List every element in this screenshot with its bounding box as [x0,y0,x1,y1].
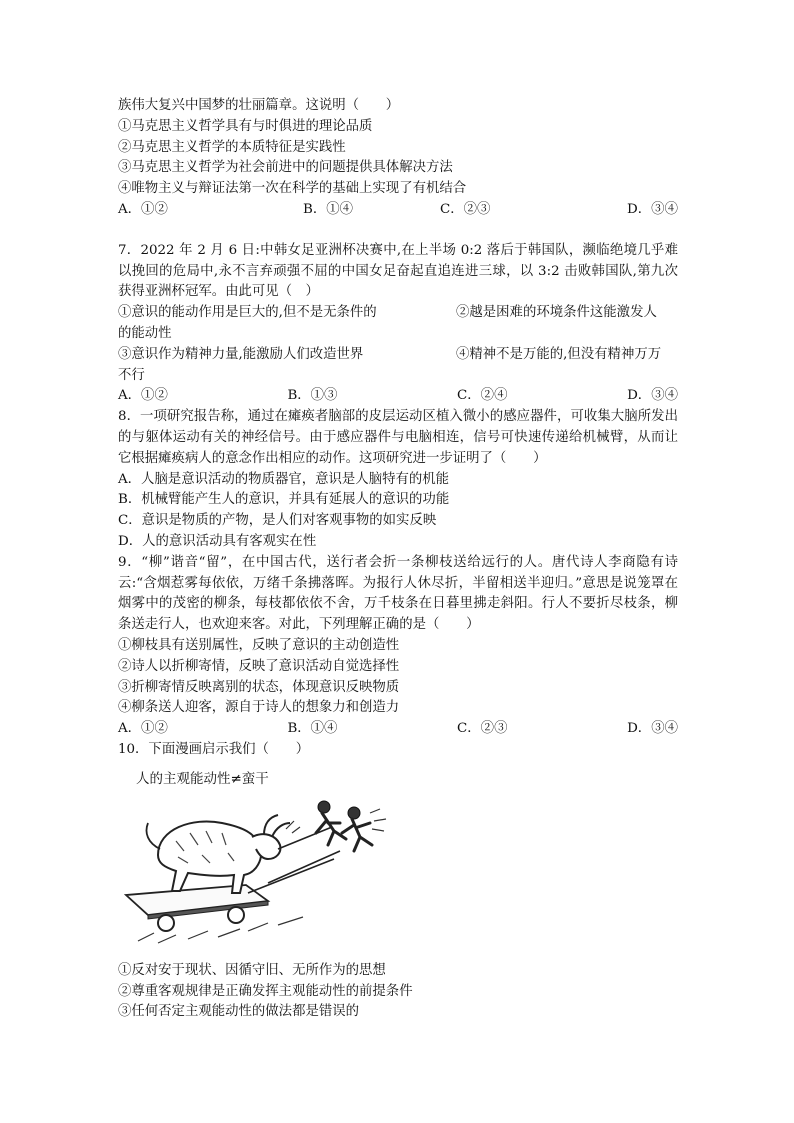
q7-options [118,386,678,407]
motion-lines [370,809,386,831]
q6-item: ④唯物主义与辩证法第一次在科学的基础上实现了有机结合 [118,181,467,197]
ox-tail [147,823,161,849]
q7-option-d: D．③④ [627,388,678,404]
q10-item: ②尊重客观规律是正确发挥主观能动性的前提条件 [118,983,413,999]
q7-item-4-cont: 不行 [118,367,145,383]
q7-row-1 [118,303,678,324]
man-body [342,819,372,851]
q7-option-b: B．①③ [287,388,338,404]
man-head [348,807,360,819]
q9-option-b: B．①④ [287,721,338,737]
q9-options [118,719,678,740]
q7-item-1: ①意识的能动作用是巨大的,但不是无条件的 [118,305,377,321]
q10-item: ③任何否定主观能动性的做法都是错误的 [118,1004,360,1020]
q6-stem-end: 族伟大复兴中国梦的壮丽篇章。这说明（ ） [118,98,400,113]
q7-item-3: ③意识作为精神力量,能激励人们改造世界 [118,346,364,362]
q10-stem: 10．下面漫画启示我们（ ） [118,741,310,757]
q7-item-2-cont: 的能动性 [118,325,172,341]
q7-option-c: C．②④ [457,388,508,404]
q6-item: ②马克思主义哲学的本质特征是实践性 [118,139,346,155]
q6-option-d: D．③④ [627,201,678,217]
q6-item: ①马克思主义哲学具有与时俱进的理论品质 [118,118,373,134]
cart-wheel [228,907,244,923]
q7-option-a: A．①② [118,388,168,404]
q9-option-d: D．③④ [627,721,678,737]
ox-body [158,821,261,893]
spacer [118,221,678,241]
cart-wheel [158,915,174,931]
q9-option-c: C．②③ [457,721,508,737]
q6-options [118,200,678,221]
q6-option-b: B．①④ [303,201,354,217]
man-head [318,801,330,813]
q9-item: ④柳条送人迎客，源自于诗人的想象力和创造力 [118,700,400,716]
q8-stem: 8．一项研究报告称，通过在瘫痪者脑部的皮层运动区植入微小的感应器件，可收集大脑所发出的与躯体运动有关的神经信号。由于感应器件与电脑相连，信号可快速传递给机械臂，从而让它根据瘫痪病人的意念作出相应的动作。这项研究进一步证明了（ ） [118,409,678,466]
q7-item-2: ②越是困难的环境条件这能激发人 [456,305,657,321]
q9-item: ②诗人以折柳寄情，反映了意识活动自觉选择性 [118,658,400,674]
q7-row-2 [118,345,678,366]
q9-item: ①柳枝具有送别属性，反映了意识的主动创造性 [118,637,400,653]
man-body [316,813,346,845]
q6-item: ③马克思主义哲学为社会前进中的问题提供具体解决方法 [118,160,453,176]
q8-choice-a: A．人脑是意识活动的物质器官，意识是人脑特有的机能 [118,471,450,487]
q7-stem: 7．2022 年 2 月 6 日:中韩女足亚洲杯决赛中,在上半场 0:2 落后于韩国队，濒临绝境几乎难以挽回的危局中,永不言弃顽强不屈的中国女足奋起直追连进三球，以 3:2 击败韩国队,第九次获得亚洲杯冠军。由此可见（ ） [118,242,678,300]
cartoon-caption: 人的主观能动性≠蛮干 [136,770,269,787]
q10-item: ①反对安于现状、因循守旧、无所作为的思想 [118,962,386,978]
q8-choice-c: C．意识是物质的产物，是人们对客观事物的如实反映 [118,513,437,529]
cartoon-drawing [118,793,398,953]
q8-choice-b: B．机械臂能产生人的意识，并具有延展人的意识的功能 [118,492,450,508]
q8-choice-d: D．人的意识活动具有客观实在性 [118,533,317,549]
q6-option-a: A．①② [118,201,168,217]
page-content [118,96,678,1023]
q9-stem: 9．“柳”谐音“留”，在中国古代，送行者会折一条柳枝送给远行的人。唐代诗人李商隐有诗云:“含烟惹雾每依依，万绪千条拂落晖。为报行人休尽折，半留相送半迎归。”意思是说笼罩在烟雾中的茂密的柳条，每枝都依依不舍，万千枝条在日暮里拂走斜阳。行人不要折尽枝条，柳条送走行人，也欢迎来客。对此，下列理解正确的是（ ） [118,554,678,633]
q6-option-c: C．②③ [440,201,491,217]
q9-item: ③折柳寄情反映离别的状态，体现意识反映物质 [118,679,400,695]
q7-item-4: ④精神不是万能的,但没有精神万万 [456,346,662,362]
q9-option-a: A．①② [118,721,168,737]
cartoon-figure [118,765,678,961]
